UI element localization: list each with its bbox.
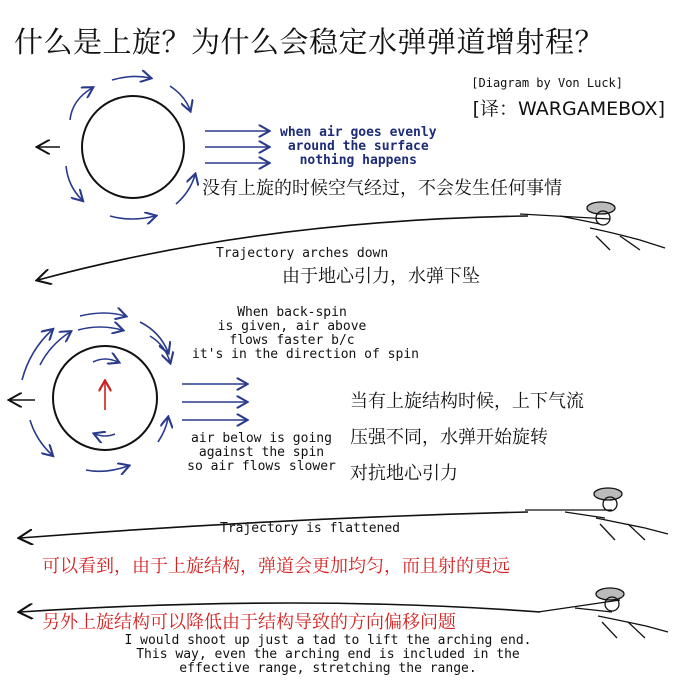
translator-credit: [译：WARGAMEBOX] xyxy=(472,98,665,120)
no-spin-explanation: when air goes evenly around the surface nothing happens xyxy=(280,125,437,168)
airflow-arrows-even xyxy=(205,131,268,163)
red-note-deviation: 另外上旋结构可以降低由于结构导致的方向偏移问题 xyxy=(42,612,456,633)
trajectory-arch-label: Trajectory arches down xyxy=(216,246,389,261)
backspin-above-explanation: When back-spin is given, air above flows faster b/c it's in the direction of spin xyxy=(192,305,419,362)
diagram-credit: [Diagram by Von Luck] xyxy=(471,76,623,90)
page-title: 什么是上旋？为什么会稳定水弹弹道增射程？ xyxy=(14,25,605,59)
shooter-figure-1 xyxy=(520,202,665,250)
airflow-arrows-spin xyxy=(182,384,246,420)
backspin-below-explanation: air below is going against the spin so air flows slower xyxy=(187,431,336,474)
trajectory-arch-chinese: 由于地心引力，水弹下坠 xyxy=(282,266,480,287)
shooter-figure-3 xyxy=(538,588,668,638)
backspin-chinese: 当有上旋结构时候，上下气流 压强不同，水弹开始旋转 对抗地心引力 xyxy=(350,391,584,484)
red-note-range: 可以看到，由于上旋结构，弹道会更加均匀，而且射的更远 xyxy=(42,556,510,577)
shooter-figure-2 xyxy=(525,488,668,540)
bottom-explanation: I would shoot up just a tad to lift the arching end. This way, even the arching end is included in the effective range, stretching the range. xyxy=(124,633,532,676)
no-spin-chinese: 没有上旋的时候空气经过，不会发生任何事情 xyxy=(202,178,562,199)
trajectory-flat-label: Trajectory is flattened xyxy=(220,521,401,536)
